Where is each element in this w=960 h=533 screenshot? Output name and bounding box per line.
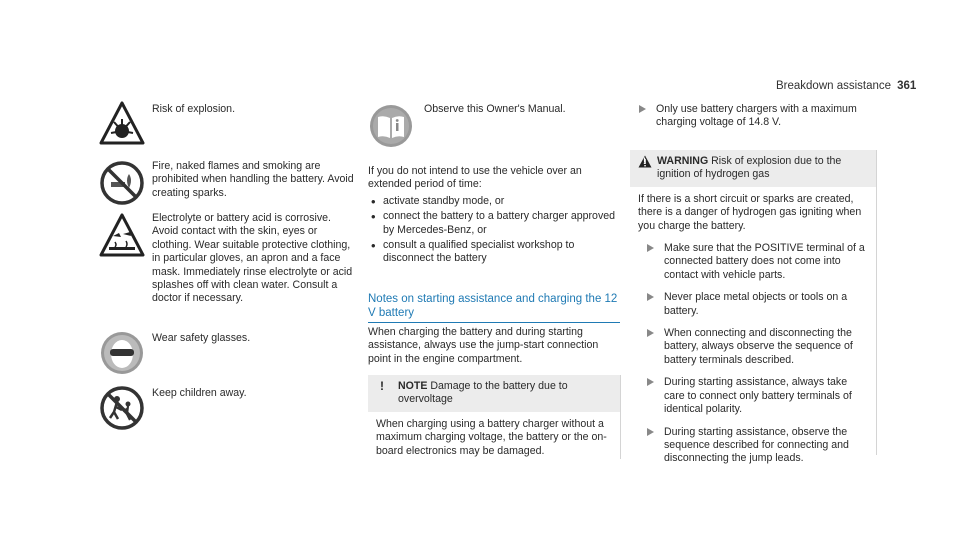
step-text: During starting assistance, always take care to connect only battery terminals of identical polarity. [664, 376, 852, 416]
storage-bullets [368, 195, 618, 266]
note-box [368, 375, 621, 459]
col1-item-5 [152, 387, 357, 400]
section-name: Breakdown assistance [776, 80, 892, 92]
step-item [630, 103, 876, 130]
keep-children-text: Keep children away. [152, 387, 247, 399]
note-symbol: ! [380, 379, 384, 393]
no-fire-no-smoking-icon [99, 160, 145, 206]
warning-label: WARNING [657, 155, 709, 167]
keep-children-away-icon [99, 385, 145, 431]
step-item [638, 376, 868, 416]
step-text: During starting assistance, observe the sequence described for connecting and disconnecting the jump leads. [664, 425, 849, 465]
step-item [638, 242, 868, 282]
explosion-text: Risk of explosion. [152, 103, 236, 115]
list-item: • activate standby mode, or [368, 195, 618, 208]
step-item [638, 426, 868, 466]
col1-item-3 [152, 212, 357, 306]
step-item [638, 291, 868, 318]
arrow-icon [647, 329, 654, 337]
step-text: Only use battery chargers with a maximum charging voltage of 14.8 V. [656, 103, 857, 129]
col1-item-4 [152, 332, 357, 345]
warning-box-body [630, 187, 876, 480]
step-text: Never place metal objects or tools on a battery. [664, 291, 848, 317]
step-text: Make sure that the POSITIVE terminal of a connected battery does not come into contact with vehicle parts. [664, 242, 865, 281]
list-item: • consult a qualified specialist workshop to disconnect the battery [368, 239, 618, 266]
warning-symbol: ! [643, 156, 646, 166]
arrow-icon [647, 428, 654, 436]
safety-glasses-text: Wear safety glasses. [152, 332, 251, 344]
charging-paragraph-text: When charging the battery and during starting assistance, always use the jump-start connection point in the engine compartment. [368, 326, 599, 365]
list-item: • connect the battery to a battery charger approved by Mercedes-Benz, or [368, 210, 618, 237]
note-title: Damage to the battery due to overvoltage [398, 380, 568, 406]
corrosive-text: Electrolyte or battery acid is corrosive. Avoid contact with the skin, eyes or clothing. Wear suitable protective clothing, in particular gloves, an apron and a face mask. Immediately rinse electrolyte or acid splashes off with clean water. Consult a doctor if necessary. [152, 212, 353, 305]
explosion-warning-icon [99, 100, 145, 146]
warning-box-header [630, 150, 876, 187]
arrow-icon [647, 378, 654, 386]
col1-item-2 [152, 160, 357, 200]
note-box-header [368, 375, 620, 412]
warning-box [630, 150, 877, 465]
arrow-icon [647, 244, 654, 252]
page-header [776, 80, 928, 93]
note-label: NOTE [398, 380, 428, 392]
owners-manual-note [424, 103, 604, 116]
storage-intro: If you do not intend to use the vehicle over an extended period of time: [368, 165, 582, 191]
storage-instructions [368, 165, 618, 268]
owners-manual-text: Observe this Owner's Manual. [424, 103, 566, 115]
warning-title: Risk of explosion due to the ignition of hydrogen gas [657, 155, 842, 181]
note-box-body: When charging using a battery charger without a maximum charging voltage, the battery or the on-board electronics may be damaged. [376, 417, 607, 457]
safety-glasses-icon [99, 330, 145, 376]
section-title: Notes on starting assistance and charging the 12 V battery [368, 292, 620, 323]
warning-triangle-icon [638, 155, 652, 168]
warning-body: If there is a short circuit or sparks are created, there is a danger of hydrogen gas igniting when you charge the battery. [638, 192, 862, 232]
col1-item-1 [152, 103, 357, 116]
charging-paragraph [368, 326, 620, 366]
page-number: 361 [897, 80, 917, 92]
step-item [638, 327, 868, 367]
corrosive-warning-icon [99, 212, 145, 258]
owners-manual-icon [368, 103, 414, 149]
step-text: When connecting and disconnecting the battery, always observe the sequence of battery terminals described. [664, 327, 853, 366]
arrow-icon [639, 105, 646, 113]
charger-step [630, 103, 876, 139]
no-fire-text: Fire, naked flames and smoking are prohibited when handling the battery. Avoid creating sparks. [152, 160, 354, 199]
arrow-icon [647, 293, 654, 301]
